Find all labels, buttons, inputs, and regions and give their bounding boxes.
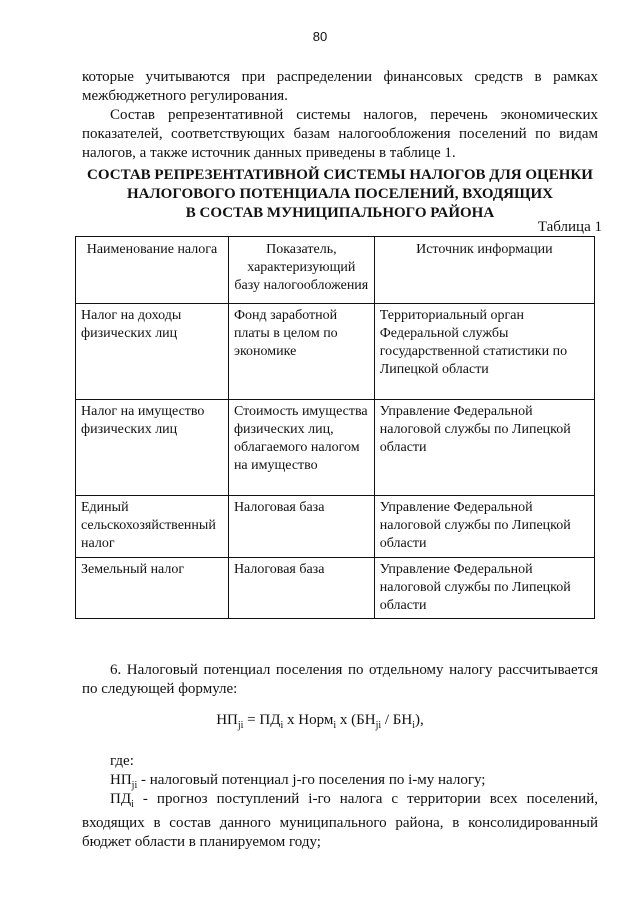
table-heading: [82, 166, 598, 223]
table-row: [76, 496, 595, 558]
formula-mid1: x Норм: [283, 712, 334, 728]
tax-system-table: [75, 236, 595, 619]
page-number: 80: [312, 29, 328, 44]
cell-tax-name: Налог на доходы физических лиц: [76, 304, 229, 400]
cell-source: Территориальный орган Федеральной службы государственной статистики по Липецкой области: [374, 304, 594, 400]
header-source: Источник информации: [374, 237, 594, 304]
table-header-row: [76, 237, 595, 304]
formula-mid2: x (БН: [336, 712, 376, 728]
formula-bn2-sub: i: [412, 720, 416, 731]
table-caption: Таблица 1: [537, 219, 602, 235]
cell-indicator: Стоимость имущества физических лиц, облагаемого налогом на имущество: [228, 400, 374, 496]
formula-norm-sub: i: [333, 720, 337, 731]
table-row: [76, 304, 595, 400]
cell-source: Управление Федеральной налоговой службы по Липецкой области: [374, 558, 594, 619]
cell-indicator: Фонд заработной платы в целом по экономике: [228, 304, 374, 400]
definition-pd: [82, 790, 598, 852]
cell-source: Управление Федеральной налоговой службы по Липецкой области: [374, 400, 594, 496]
definition-np-sub: ji: [131, 780, 138, 791]
formula-bn-sub: ji: [375, 720, 382, 731]
intro-paragraph-continuation: которые учитываются при распределении финансовых средств в рамках межбюджетного регулирования.: [82, 69, 598, 104]
formula-eq: = ПД: [243, 712, 281, 728]
cell-tax-name: Налог на имущество физических лиц: [76, 400, 229, 496]
definition-pd-text: - прогноз поступлений i-го налога с территории всех поселений, входящих в состав данного муниципального района, в консолидированный бюджет области в планируемом году;: [82, 791, 598, 850]
intro-paragraph: Состав репрезентативной системы налогов, перечень экономических показателей, соответствующих базам налогообложения поселений по видам налогов, а также источник данных приведены в таблице 1.: [82, 107, 598, 161]
heading-line-3: В СОСТАВ МУНИЦИПАЛЬНОГО РАЙОНА: [185, 205, 495, 221]
definition-pd-label: ПД: [110, 791, 132, 807]
formula-pd-sub: i: [280, 720, 284, 731]
formula-end: ),: [415, 712, 424, 728]
formula: [0, 712, 640, 731]
definition-np-text: - налоговый потенциал j-го поселения по i-му налогу;: [137, 772, 486, 788]
formula-mid3: / БН: [381, 712, 413, 728]
cell-indicator: Налоговая база: [228, 496, 374, 558]
table-row: [76, 400, 595, 496]
cell-tax-name: Единый сельскохозяйственный налог: [76, 496, 229, 558]
header-tax-name: Наименование налога: [76, 237, 229, 304]
cell-indicator: Налоговая база: [228, 558, 374, 619]
where-label: где:: [110, 753, 134, 769]
definition-pd-sub: i: [131, 799, 134, 810]
formula-np-sub: ji: [237, 720, 244, 731]
header-indicator: Показатель, характеризующий базу налогообложения: [228, 237, 374, 304]
cell-source: Управление Федеральной налоговой службы по Липецкой области: [374, 496, 594, 558]
table-row: [76, 558, 595, 619]
item-6-paragraph: 6. Налоговый потенциал поселения по отдельному налогу рассчитывается по следующей формуле:: [82, 662, 598, 697]
formula-np: НП: [216, 712, 238, 728]
definition-np-label: НП: [110, 772, 132, 788]
cell-tax-name: Земельный налог: [76, 558, 229, 619]
heading-line-1: СОСТАВ РЕПРЕЗЕНТАТИВНОЙ СИСТЕМЫ НАЛОГОВ ДЛЯ ОЦЕНКИ: [87, 167, 593, 183]
heading-line-2: НАЛОГОВОГО ПОТЕНЦИАЛА ПОСЕЛЕНИЙ, ВХОДЯЩИХ: [127, 186, 553, 202]
